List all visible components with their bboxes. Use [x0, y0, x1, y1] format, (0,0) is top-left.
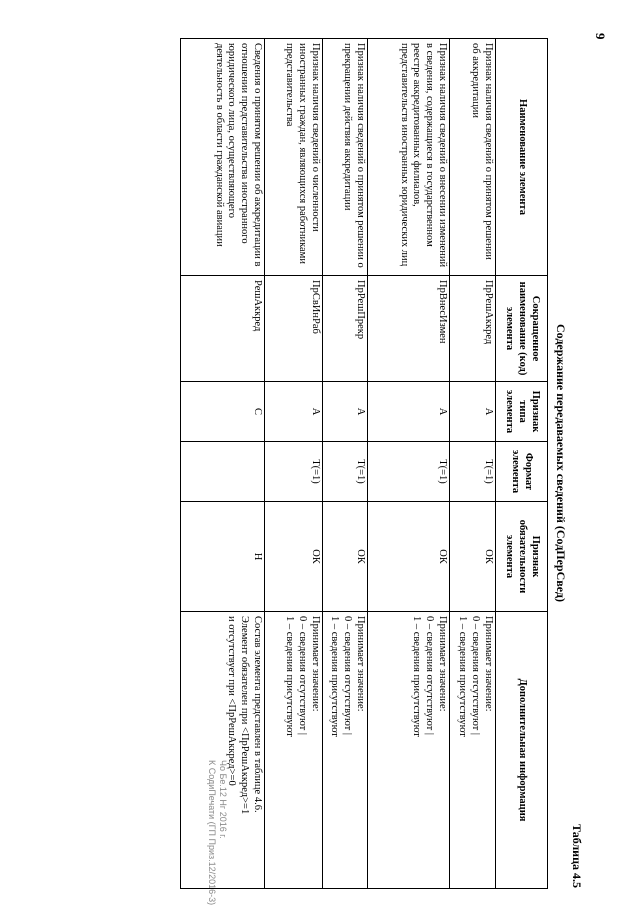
- cell-type: А: [368, 382, 450, 442]
- info-line: 1 – сведения присутствуют: [329, 616, 341, 737]
- cell-type: С: [181, 382, 265, 442]
- cell-code: ПрСвИнРаб: [265, 276, 323, 382]
- info-line: 1 – сведения присутствуют: [284, 616, 296, 737]
- info-line: Элемент обязателен при <ПрРешАккред>=1: [239, 616, 251, 815]
- cell-code: РешАккред: [181, 276, 265, 382]
- cell-info: [450, 612, 496, 889]
- cell-name: Признак наличия сведений о принятом решении о прекращении действия аккредитации: [323, 39, 368, 276]
- column-header: Дополнительная информация: [496, 612, 548, 889]
- cell-format: [181, 442, 265, 502]
- column-header: Признак типа элемента: [496, 382, 548, 442]
- cell-type: А: [323, 382, 368, 442]
- cell-info: [368, 612, 450, 889]
- info-line: Принимает значение:: [437, 616, 448, 712]
- cell-format: T(=1): [265, 442, 323, 502]
- stamp-line: Чо Бе.12 Нг 2016 г.: [218, 760, 228, 839]
- table-row: [181, 39, 265, 889]
- info-line: 0 – сведения отсутствуют |: [342, 616, 354, 735]
- column-header: Наименование элемента: [496, 39, 548, 276]
- info-line: Принимает значение:: [310, 616, 321, 712]
- cell-required: ОК: [265, 502, 323, 612]
- column-header: Сокращенное наименование (код) элемента: [496, 276, 548, 382]
- cell-format: T(=1): [368, 442, 450, 502]
- info-line: Состав элемента представлен в таблице 4.6.: [252, 616, 263, 813]
- table-label: Таблица 4.5: [570, 824, 584, 888]
- info-line: 1 – сведения присутствуют: [457, 616, 469, 737]
- column-header: Признак обязательности элемента: [496, 502, 548, 612]
- table-caption: Содержание передаваемых сведений (СодПерСвед): [554, 324, 568, 602]
- cell-format: T(=1): [323, 442, 368, 502]
- cell-type: А: [450, 382, 496, 442]
- cell-type: А: [265, 382, 323, 442]
- cell-info: [181, 612, 265, 889]
- info-line: 0 – сведения отсутствуют |: [470, 616, 482, 735]
- cell-name: Признак наличия сведений о принятом решении об аккредитации: [450, 39, 496, 276]
- cell-code: ПрРешАккред: [450, 276, 496, 382]
- cell-name: Признак наличия сведений о внесении изменений в сведения, содержащиеся в государственном реестре аккредитованных филиалов, представительств иностранных юридических лиц: [368, 39, 450, 276]
- cell-name: Сведения о принятом решении об аккредитации в отношении представительства иностранного юридического лица, осуществляющего деятельность в области гражданской авиации: [181, 39, 265, 276]
- cell-required: Н: [181, 502, 265, 612]
- info-line: 0 – сведения отсутствуют |: [297, 616, 309, 735]
- cell-info: [265, 612, 323, 889]
- cell-code: ПрРешПрекр: [323, 276, 368, 382]
- info-line: 1 – сведения присутствуют: [411, 616, 423, 737]
- table-row: [265, 39, 323, 889]
- info-line: 0 – сведения отсутствуют |: [424, 616, 436, 735]
- cell-required: ОК: [323, 502, 368, 612]
- data-table: [180, 38, 548, 889]
- table-row: [368, 39, 450, 889]
- cell-name: Признак наличия сведений о численности иностранных граждан, являющихся работниками представительства: [265, 39, 323, 276]
- column-header: Формат элемента: [496, 442, 548, 502]
- cell-format: T(=1): [450, 442, 496, 502]
- info-line: Принимает значение:: [355, 616, 366, 712]
- cell-required: ОК: [368, 502, 450, 612]
- cell-required: ОК: [450, 502, 496, 612]
- rotated-table-page: [110, 38, 590, 888]
- page-number: 9: [593, 33, 608, 40]
- table-row: [450, 39, 496, 889]
- table-row: [323, 39, 368, 889]
- cell-code: ПрВнесИзмен: [368, 276, 450, 382]
- stamp-line: К СодиПечати (ГП Приз.12/2016-3): [207, 760, 217, 906]
- header-row: [496, 39, 548, 889]
- info-line: Принимает значение:: [483, 616, 494, 712]
- info-line: и отсутствует при <ПрРешАккред>=0: [226, 616, 238, 786]
- cell-info: [323, 612, 368, 889]
